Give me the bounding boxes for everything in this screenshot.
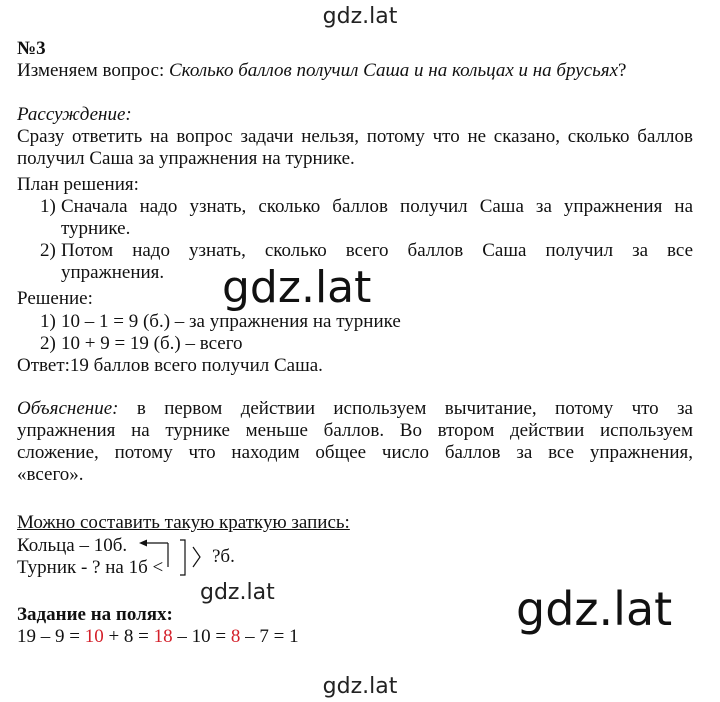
short-note-row-2: Турник - ? на 1б < [17, 557, 164, 578]
solution-step-1-number: 1) [40, 311, 56, 332]
margin-task-expression [17, 626, 299, 648]
question-text: Сколько баллов получил Саша и на кольцах и на брусьях [168, 60, 619, 81]
watermark-bottom: gdz.lat [322, 674, 398, 699]
solution-step-1: 10 – 1 = 9 (б.) – за упражнения на турнике [61, 311, 401, 332]
total-brace [180, 540, 185, 575]
explanation-line-2: упражнения на турнике меньше баллов. Во втором действии используем [17, 420, 693, 441]
margin-value-3: 8 [230, 626, 241, 647]
plan-item-2-number: 2) [40, 240, 56, 261]
task-number: №3 [17, 38, 46, 59]
reasoning-line-2: получил Саша за упражнения на турнике. [17, 148, 355, 169]
explanation-line-3: сложение, потому что находим общее число баллов за все упражнения, [17, 442, 693, 463]
question-suffix: ? [618, 60, 627, 81]
explanation-line-1-rest: в первом действии используем вычитание, потому что за [118, 398, 693, 419]
plan-item-1-line-1: Сначала надо узнать, сколько баллов получил Саша за упражнения на [61, 196, 693, 217]
short-note-label: Можно составить такую краткую запись: [17, 512, 350, 533]
answer-line: Ответ:19 баллов всего получил Саша. [17, 355, 323, 376]
margin-part-1: 19 – 9 = [17, 626, 85, 647]
question-prefix: Изменяем вопрос: [17, 60, 169, 81]
solution-step-2: 10 + 9 = 19 (б.) – всего [61, 333, 243, 354]
plan-label: План решения: [17, 174, 139, 195]
solution-step-2-number: 2) [40, 333, 56, 354]
watermark-large: gdz.lat [516, 582, 673, 636]
short-note-row-1: Кольца – 10б. [17, 535, 128, 556]
plan-item-1-number: 1) [40, 196, 56, 217]
reasoning-label: Рассуждение: [17, 104, 132, 125]
margin-part-4: – 7 = 1 [240, 626, 299, 647]
watermark-center: gdz.lat [222, 262, 372, 313]
solution-label: Решение: [17, 288, 93, 309]
margin-value-1: 10 [84, 626, 104, 647]
comparison-arrow-head [139, 540, 147, 547]
explanation-line-4: «всего». [17, 464, 84, 485]
explanation-label: Объяснение: [17, 398, 119, 419]
reasoning-line-1: Сразу ответить на вопрос задачи нельзя, потому что не сказано, сколько баллов [17, 126, 693, 147]
margin-value-2: 18 [153, 626, 173, 647]
plan-item-2-line-2: упражнения. [61, 262, 165, 283]
watermark-top: gdz.lat [322, 4, 398, 29]
margin-task-label: Задание на полях: [17, 604, 173, 625]
plan-item-2-line-1: Потом надо узнать, сколько всего баллов Саша получил за все [61, 240, 693, 261]
total-brace-tip [193, 547, 200, 567]
short-note-total: ?б. [212, 546, 235, 567]
plan-item-1-line-2: турнике. [61, 218, 131, 239]
watermark-small: gdz.lat [200, 580, 275, 605]
margin-part-3: – 10 = [172, 626, 231, 647]
margin-part-2: + 8 = [103, 626, 154, 647]
